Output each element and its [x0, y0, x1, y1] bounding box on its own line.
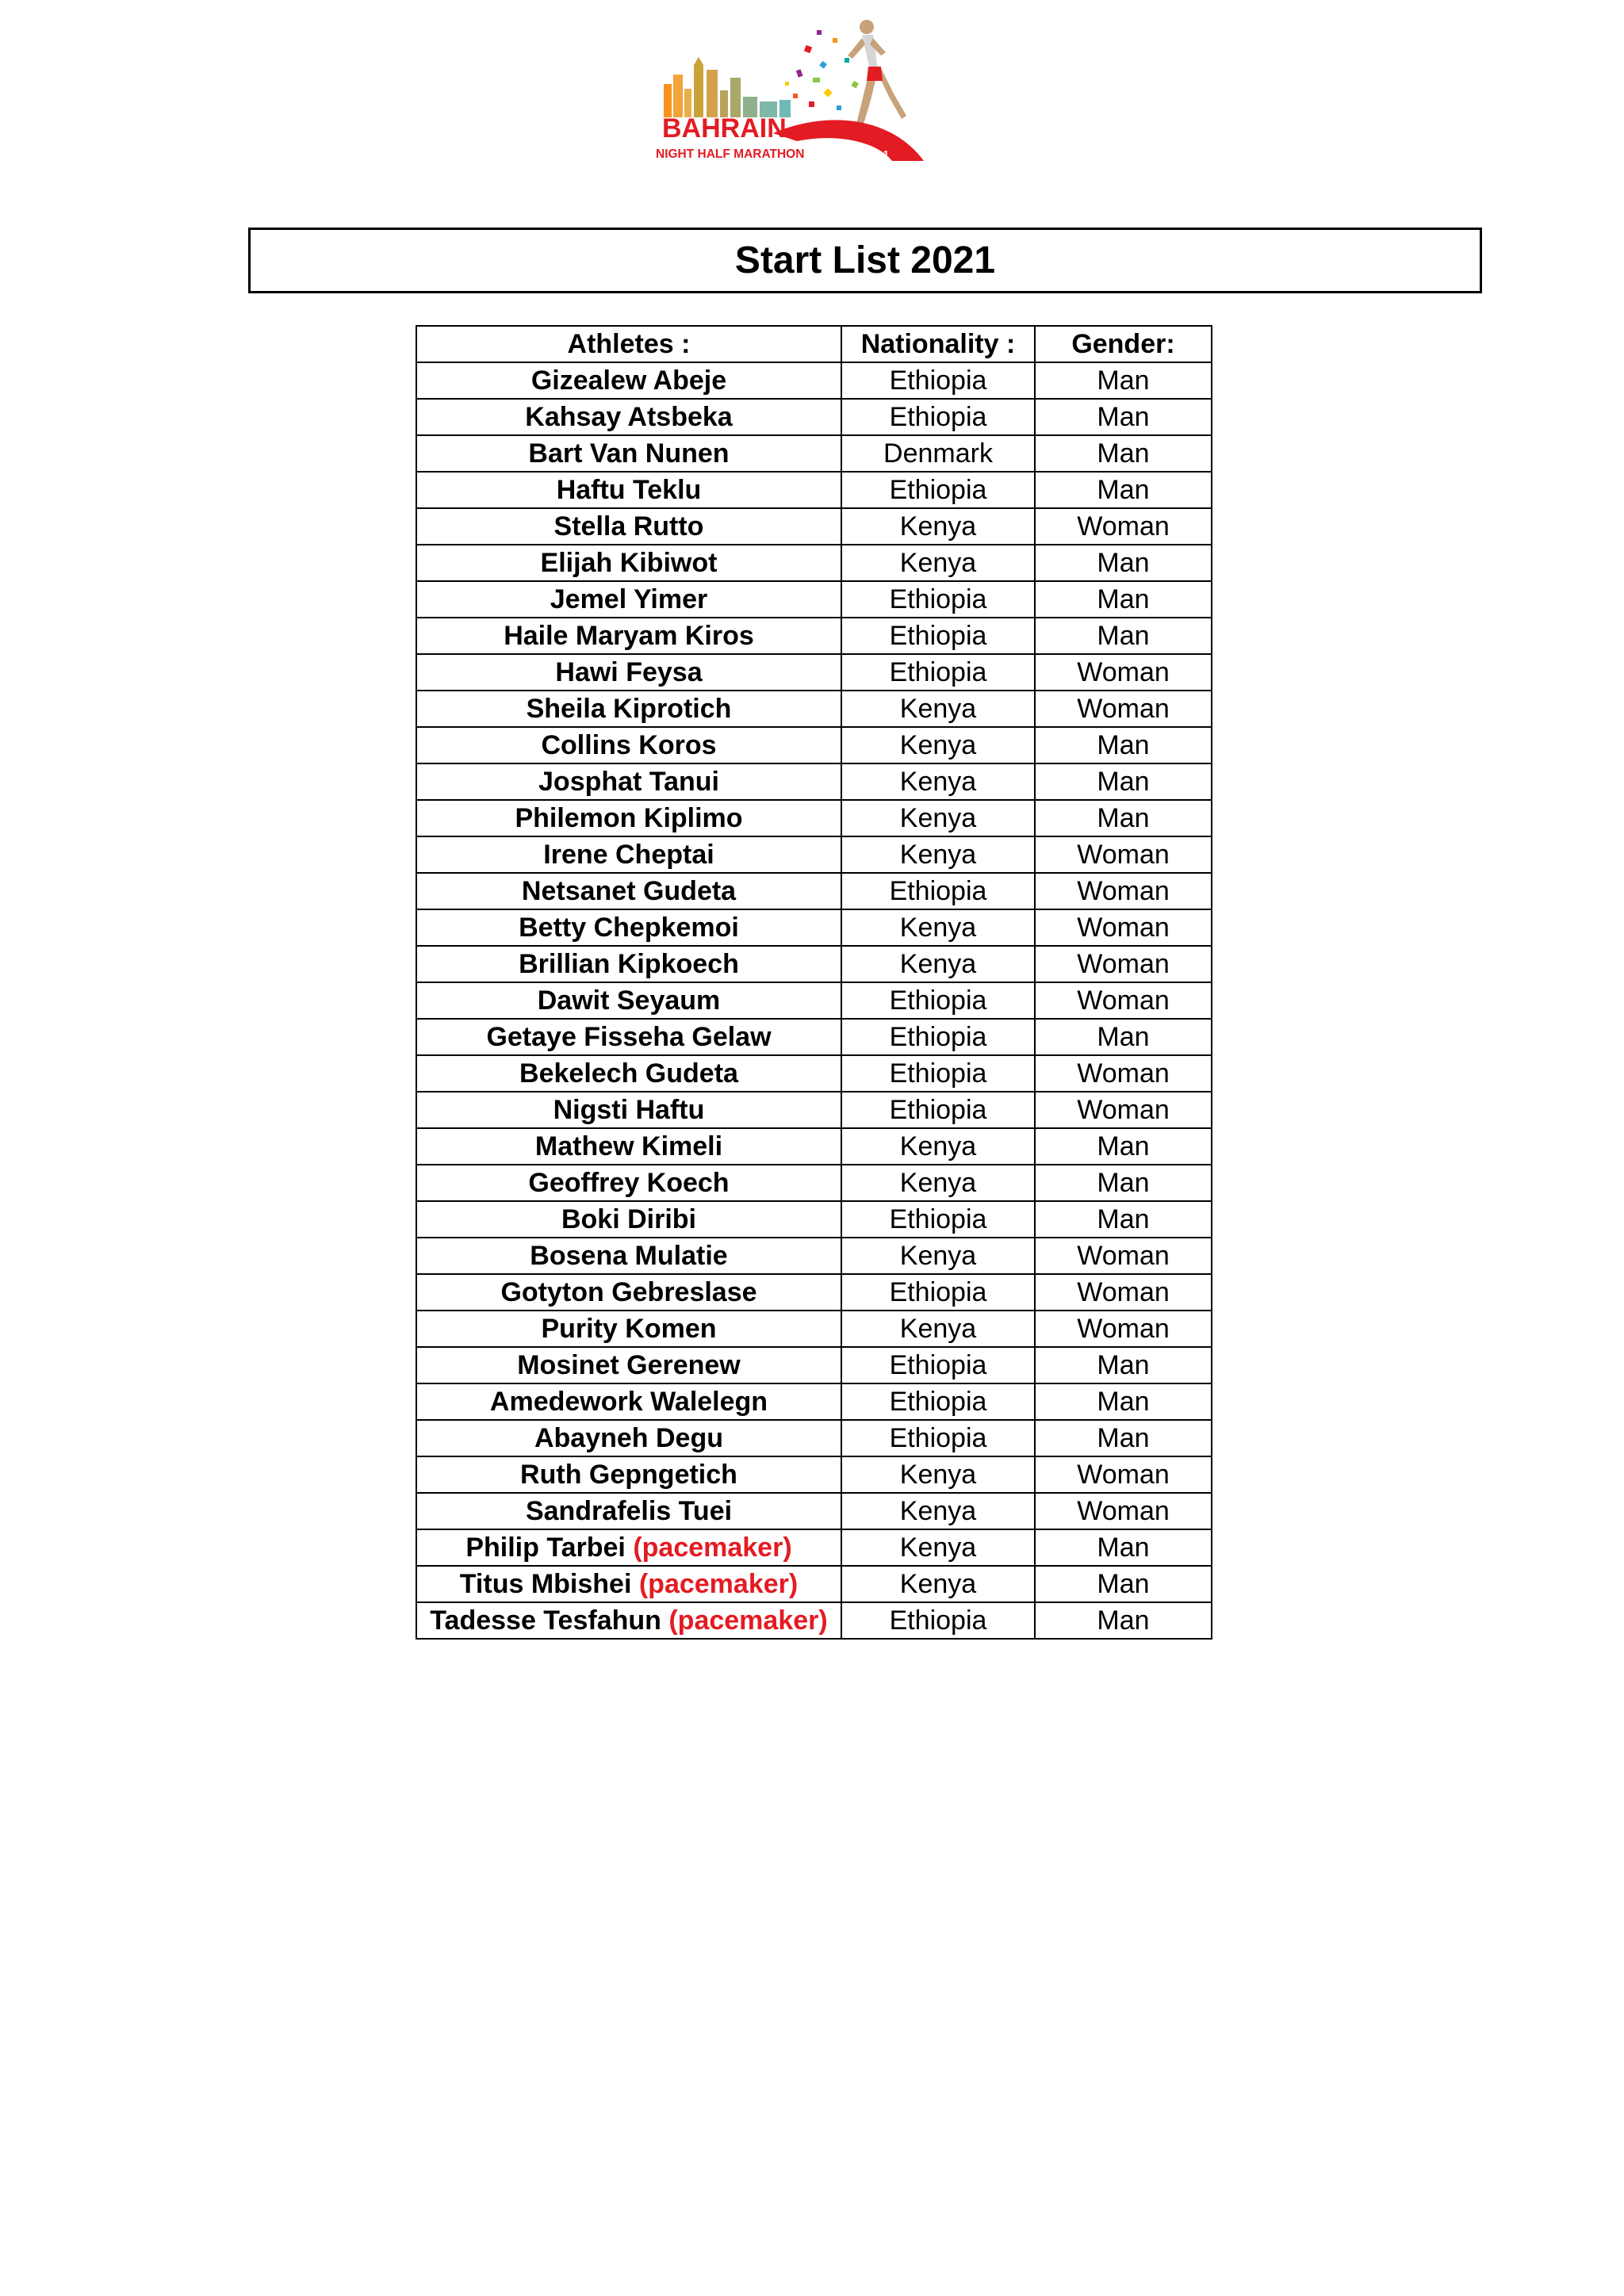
logo-subtitle: NIGHT HALF MARATHON	[656, 147, 805, 161]
athlete-name-cell	[416, 727, 841, 763]
gender-cell: Man	[1035, 800, 1212, 836]
athlete-name-cell	[416, 946, 841, 982]
athlete-name-cell	[416, 1019, 841, 1055]
nationality-cell: Ethiopia	[841, 1201, 1035, 1238]
table-body	[416, 362, 1212, 1639]
table-row	[416, 1201, 1212, 1238]
gender-cell: Man	[1035, 618, 1212, 654]
gender-cell: Woman	[1035, 1092, 1212, 1128]
athlete-name-cell	[416, 1493, 841, 1529]
nationality-cell: Kenya	[841, 1128, 1035, 1165]
athlete-name-cell	[416, 1238, 841, 1274]
athlete-name: Philemon Kiplimo	[515, 803, 743, 833]
athlete-name-cell	[416, 1092, 841, 1128]
athlete-name-cell	[416, 1201, 841, 1238]
nationality-cell: Kenya	[841, 763, 1035, 800]
athlete-name-cell	[416, 1274, 841, 1311]
gender-cell: Man	[1035, 435, 1212, 472]
nationality-cell: Ethiopia	[841, 1383, 1035, 1420]
table-row	[416, 982, 1212, 1019]
athlete-name: Mathew Kimeli	[534, 1131, 723, 1161]
nationality-cell: Kenya	[841, 1493, 1035, 1529]
table-row	[416, 472, 1212, 508]
athlete-name-cell	[416, 435, 841, 472]
athlete-name: Gotyton Gebreslase	[500, 1277, 757, 1307]
gender-cell: Man	[1035, 1529, 1212, 1566]
table-row	[416, 1529, 1212, 1566]
gender-cell: Woman	[1035, 1274, 1212, 1311]
athlete-name-cell	[416, 1165, 841, 1201]
gender-cell: Man	[1035, 1201, 1212, 1238]
nationality-cell: Kenya	[841, 1311, 1035, 1347]
athlete-name: Abayneh Degu	[534, 1423, 724, 1453]
gender-cell: Man	[1035, 1347, 1212, 1383]
gender-cell: Woman	[1035, 946, 1212, 982]
athlete-name: Purity Komen	[541, 1314, 717, 1344]
athlete-name-cell	[416, 1128, 841, 1165]
table-row	[416, 435, 1212, 472]
athlete-name: Gizealew Abeje	[530, 365, 727, 396]
gender-cell: Man	[1035, 1383, 1212, 1420]
table-row	[416, 1238, 1212, 1274]
nationality-cell: Ethiopia	[841, 618, 1035, 654]
bahrain-night-half-marathon-logo	[654, 14, 928, 169]
gender-cell: Woman	[1035, 982, 1212, 1019]
nationality-cell: Ethiopia	[841, 362, 1035, 399]
athlete-name-cell	[416, 873, 841, 909]
athlete-name-cell	[416, 909, 841, 946]
table-row	[416, 1493, 1212, 1529]
table-row	[416, 1165, 1212, 1201]
athlete-name: Titus Mbishei	[459, 1569, 632, 1599]
athlete-name-cell	[416, 1055, 841, 1092]
nationality-cell: Kenya	[841, 946, 1035, 982]
table-row	[416, 800, 1212, 836]
nationality-cell: Kenya	[841, 691, 1035, 727]
nationality-cell: Ethiopia	[841, 1602, 1035, 1639]
athlete-name: Sheila Kiprotich	[526, 694, 732, 724]
athlete-name: Nigsti Haftu	[553, 1095, 705, 1125]
gender-cell: Woman	[1035, 654, 1212, 691]
nationality-cell: Ethiopia	[841, 472, 1035, 508]
athlete-name-cell	[416, 836, 841, 873]
table-row	[416, 727, 1212, 763]
nationality-cell: Kenya	[841, 1456, 1035, 1493]
header-athletes: Athletes :	[416, 326, 841, 362]
gender-cell: Man	[1035, 763, 1212, 800]
athlete-name: Elijah Kibiwot	[540, 548, 718, 578]
nationality-cell: Kenya	[841, 727, 1035, 763]
gender-cell: Woman	[1035, 909, 1212, 946]
nationality-cell: Kenya	[841, 1238, 1035, 1274]
athlete-name: Geoffrey Koech	[528, 1168, 730, 1198]
nationality-cell: Ethiopia	[841, 1420, 1035, 1456]
gender-cell: Man	[1035, 545, 1212, 581]
pacemaker-note: (pacemaker)	[668, 1605, 828, 1636]
title-box	[248, 228, 1482, 293]
table-row	[416, 1566, 1212, 1602]
nationality-cell: Ethiopia	[841, 1274, 1035, 1311]
table-row	[416, 581, 1212, 618]
logo-year: 2021	[854, 148, 893, 160]
table-row	[416, 1092, 1212, 1128]
gender-cell: Woman	[1035, 836, 1212, 873]
athlete-name-cell	[416, 362, 841, 399]
gender-cell: Man	[1035, 1128, 1212, 1165]
nationality-cell: Ethiopia	[841, 982, 1035, 1019]
runner-graphic	[848, 20, 906, 135]
nationality-cell: Kenya	[841, 800, 1035, 836]
nationality-cell: Ethiopia	[841, 1092, 1035, 1128]
athlete-name: Haile Maryam Kiros	[504, 621, 754, 651]
gender-cell: Man	[1035, 1165, 1212, 1201]
gender-cell: Woman	[1035, 691, 1212, 727]
athlete-name: Sandrafelis Tuei	[525, 1496, 733, 1526]
pacemaker-note: (pacemaker)	[638, 1569, 799, 1599]
gender-cell: Woman	[1035, 873, 1212, 909]
athlete-name-cell	[416, 399, 841, 435]
athlete-name-cell	[416, 1602, 841, 1639]
athlete-name-cell	[416, 1456, 841, 1493]
table-row	[416, 1420, 1212, 1456]
table-row	[416, 873, 1212, 909]
table-row	[416, 1055, 1212, 1092]
page-title: Start List 2021	[734, 239, 996, 281]
athlete-name: Philip Tarbei	[465, 1533, 626, 1563]
athlete-name-cell	[416, 545, 841, 581]
nationality-cell: Kenya	[841, 1165, 1035, 1201]
table-row	[416, 1128, 1212, 1165]
table-row	[416, 1311, 1212, 1347]
table-row	[416, 691, 1212, 727]
nationality-cell: Denmark	[841, 435, 1035, 472]
athlete-name-cell	[416, 1383, 841, 1420]
athlete-name: Hawi Feysa	[555, 657, 703, 687]
gender-cell: Woman	[1035, 1493, 1212, 1529]
gender-cell: Man	[1035, 1420, 1212, 1456]
athlete-name: Bekelech Gudeta	[519, 1058, 738, 1089]
athlete-name-cell	[416, 508, 841, 545]
athlete-name-cell	[416, 1566, 841, 1602]
athlete-name: Dawit Seyaum	[537, 985, 721, 1016]
nationality-cell: Kenya	[841, 836, 1035, 873]
table-row	[416, 909, 1212, 946]
table-row	[416, 508, 1212, 545]
gender-cell: Man	[1035, 1566, 1212, 1602]
athlete-name: Netsanet Gudeta	[521, 876, 737, 906]
table-row	[416, 1019, 1212, 1055]
table-row	[416, 362, 1212, 399]
athlete-name-cell	[416, 1529, 841, 1566]
header-gender: Gender:	[1035, 326, 1212, 362]
gender-cell: Woman	[1035, 1238, 1212, 1274]
nationality-cell: Ethiopia	[841, 1055, 1035, 1092]
athlete-name-cell	[416, 982, 841, 1019]
athlete-name-cell	[416, 472, 841, 508]
athlete-name: Kahsay Atsbeka	[525, 402, 733, 432]
nationality-cell: Kenya	[841, 545, 1035, 581]
gender-cell: Man	[1035, 399, 1212, 435]
gender-cell: Man	[1035, 362, 1212, 399]
athlete-name-cell	[416, 763, 841, 800]
athlete-name-cell	[416, 691, 841, 727]
nationality-cell: Ethiopia	[841, 873, 1035, 909]
athlete-name: Amedework Walelegn	[489, 1387, 768, 1417]
athlete-name-cell	[416, 654, 841, 691]
athlete-name: Josphat Tanui	[538, 767, 719, 797]
athlete-name: Bosena Mulatie	[530, 1241, 728, 1271]
nationality-cell: Ethiopia	[841, 399, 1035, 435]
logo-word: BAHRAIN	[662, 113, 787, 144]
athlete-name: Mosinet Gerenew	[517, 1350, 741, 1380]
nationality-cell: Kenya	[841, 1566, 1035, 1602]
table-row	[416, 1456, 1212, 1493]
table-row	[416, 836, 1212, 873]
athlete-name: Brillian Kipkoech	[519, 949, 739, 979]
nationality-cell: Kenya	[841, 508, 1035, 545]
nationality-cell: Ethiopia	[841, 654, 1035, 691]
gender-cell: Man	[1035, 1019, 1212, 1055]
table-row	[416, 1383, 1212, 1420]
table-row	[416, 763, 1212, 800]
confetti-graphic	[785, 30, 859, 110]
gender-cell: Man	[1035, 727, 1212, 763]
athlete-name: Getaye Fisseha Gelaw	[486, 1022, 772, 1052]
athlete-name-cell	[416, 1420, 841, 1456]
nationality-cell: Kenya	[841, 1529, 1035, 1566]
nationality-cell: Kenya	[841, 909, 1035, 946]
athlete-name: Boki Diribi	[561, 1204, 697, 1234]
table-row	[416, 1274, 1212, 1311]
table-row	[416, 545, 1212, 581]
gender-cell: Man	[1035, 472, 1212, 508]
athlete-name-cell	[416, 1347, 841, 1383]
athlete-name-cell	[416, 618, 841, 654]
skyline-graphic	[664, 57, 791, 117]
nationality-cell: Ethiopia	[841, 1347, 1035, 1383]
table-row	[416, 1347, 1212, 1383]
athlete-name-cell	[416, 1311, 841, 1347]
nationality-cell: Ethiopia	[841, 1019, 1035, 1055]
table-row	[416, 399, 1212, 435]
gender-cell: Man	[1035, 1602, 1212, 1639]
table-row	[416, 1602, 1212, 1639]
gender-cell: Woman	[1035, 1311, 1212, 1347]
athlete-name: Irene Cheptai	[543, 840, 714, 870]
pacemaker-note: (pacemaker)	[633, 1533, 792, 1563]
athlete-name: Tadesse Tesfahun	[430, 1605, 661, 1636]
table-row	[416, 654, 1212, 691]
athlete-name: Bart Van Nunen	[528, 438, 730, 469]
table-row	[416, 946, 1212, 982]
athlete-name: Jemel Yimer	[550, 584, 708, 614]
table-row	[416, 618, 1212, 654]
athlete-name: Collins Koros	[541, 730, 717, 760]
athlete-name: Stella Rutto	[553, 511, 704, 541]
header-nationality: Nationality :	[841, 326, 1035, 362]
athlete-name: Ruth Gepngetich	[520, 1460, 737, 1490]
athlete-name-cell	[416, 800, 841, 836]
table-header-row	[416, 326, 1212, 362]
nationality-cell: Ethiopia	[841, 581, 1035, 618]
gender-cell: Woman	[1035, 1055, 1212, 1092]
gender-cell: Woman	[1035, 1456, 1212, 1493]
athlete-name: Betty Chepkemoi	[519, 913, 739, 943]
start-list-table	[416, 325, 1212, 1640]
athlete-name-cell	[416, 581, 841, 618]
gender-cell: Woman	[1035, 508, 1212, 545]
athlete-name: Haftu Teklu	[556, 475, 702, 505]
gender-cell: Man	[1035, 581, 1212, 618]
